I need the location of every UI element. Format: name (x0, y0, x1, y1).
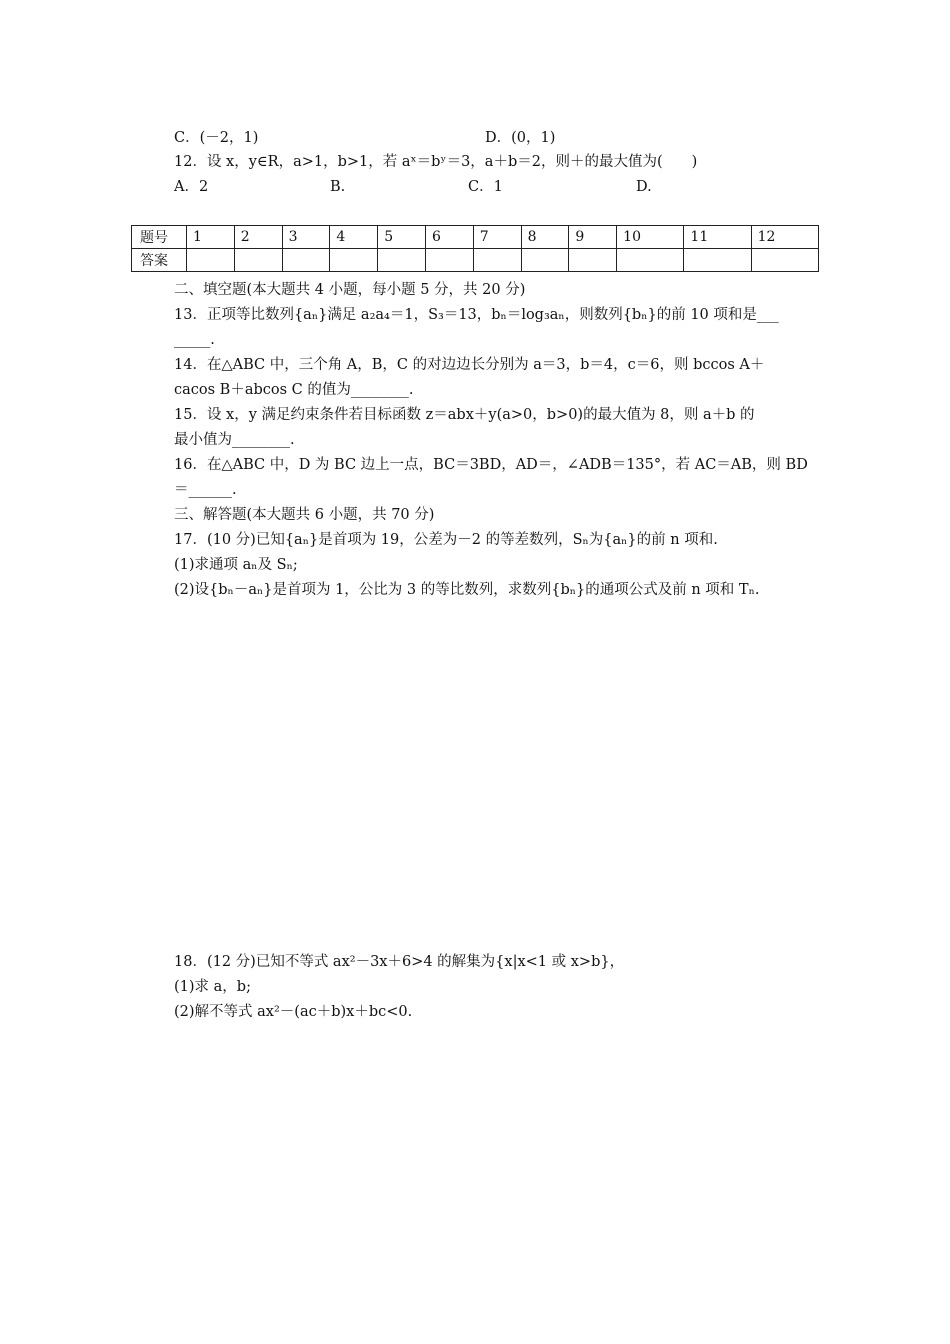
q18-stem: 18．(12 分)已知不等式 ax²－3x＋6>4 的解集为{x|x<1 或 x>b}， (174, 954, 625, 970)
answer-cell[interactable] (684, 249, 751, 272)
question-number-cell: 7 (473, 226, 521, 249)
answer-cell[interactable] (378, 249, 426, 272)
q15-line2: 最小值为________. (174, 432, 295, 448)
q17-part1: (1)求通项 aₙ及 Sₙ; (174, 557, 298, 573)
answer-cell[interactable] (751, 249, 818, 272)
q14-line2: cacos B＋abcos C 的值为________. (174, 382, 414, 398)
q12-option-b: B. (330, 179, 346, 195)
question-number-cell: 5 (378, 226, 426, 249)
q11-option-c: C．(－2，1) (174, 130, 259, 146)
question-number-cell: 3 (282, 226, 330, 249)
answer-cell[interactable] (521, 249, 569, 272)
answer-cell[interactable] (187, 249, 235, 272)
q15-line1: 15．设 x，y 满足约束条件若目标函数 z＝abx＋y(a>0，b>0)的最大值为 8，则 a＋b 的 (174, 407, 755, 423)
q11-option-d: D．(0，1) (485, 130, 556, 146)
answer-table-answer-row (132, 249, 819, 272)
q14-line1: 14．在△ABC 中，三个角 A，B，C 的对边边长分别为 a＝3，b＝4，c＝6，则 bccos A＋ (174, 357, 765, 373)
answer-cell[interactable] (282, 249, 330, 272)
question-number-cell: 9 (569, 226, 617, 249)
q17-part2: (2)设{bₙ－aₙ}是首项为 1，公比为 3 的等比数列，求数列{bₙ}的通项公式及前 n 项和 Tₙ. (174, 582, 760, 598)
question-number-cell: 6 (425, 226, 473, 249)
q13-line1: 13．正项等比数列{aₙ}满足 a₂a₄＝1，S₃＝13，bₙ＝log₃aₙ，则数列{bₙ}的前 10 项和是___ (174, 307, 779, 323)
q12-option-c: C．1 (468, 179, 503, 195)
question-number-cell: 11 (684, 226, 751, 249)
question-number-cell: 4 (330, 226, 378, 249)
answer-table (131, 225, 819, 272)
q17-stem: 17．(10 分)已知{aₙ}是首项为 19，公差为－2 的等差数列，Sₙ为{aₙ}的前 n 项和. (174, 532, 718, 548)
answer-cell[interactable] (617, 249, 684, 272)
row-header-answer: 答案 (132, 249, 187, 272)
answer-cell[interactable] (473, 249, 521, 272)
question-number-cell: 8 (521, 226, 569, 249)
question-number-cell: 1 (187, 226, 235, 249)
q18-part1: (1)求 a，b; (174, 979, 251, 995)
answer-table-number-row (132, 226, 819, 249)
section-3-title: 三、解答题(本大题共 6 小题，共 70 分) (174, 507, 435, 523)
answer-cell[interactable] (330, 249, 378, 272)
question-number-cell: 10 (617, 226, 684, 249)
question-number-cell: 12 (751, 226, 818, 249)
section-2-title: 二、填空题(本大题共 4 小题，每小题 5 分，共 20 分) (174, 282, 526, 298)
q13-line2: _____. (174, 332, 215, 348)
answer-cell[interactable] (569, 249, 617, 272)
q16-line2: ＝______. (174, 482, 237, 498)
q18-part2: (2)解不等式 ax²－(ac＋b)x＋bc<0. (174, 1004, 413, 1020)
q16-line1: 16．在△ABC 中，D 为 BC 边上一点，BC＝3BD，AD＝，∠ADB＝135°，若 AC＝AB，则 BD (174, 457, 808, 473)
q12-stem: 12．设 x，y∈R，a>1，b>1，若 aˣ＝bʸ＝3，a＋b＝2，则＋的最大值为( ) (174, 154, 698, 170)
row-header-number: 题号 (132, 226, 187, 249)
q12-option-a: A．2 (174, 179, 209, 195)
question-number-cell: 2 (234, 226, 282, 249)
answer-cell[interactable] (234, 249, 282, 272)
answer-cell[interactable] (425, 249, 473, 272)
q12-option-d: D. (636, 179, 652, 195)
